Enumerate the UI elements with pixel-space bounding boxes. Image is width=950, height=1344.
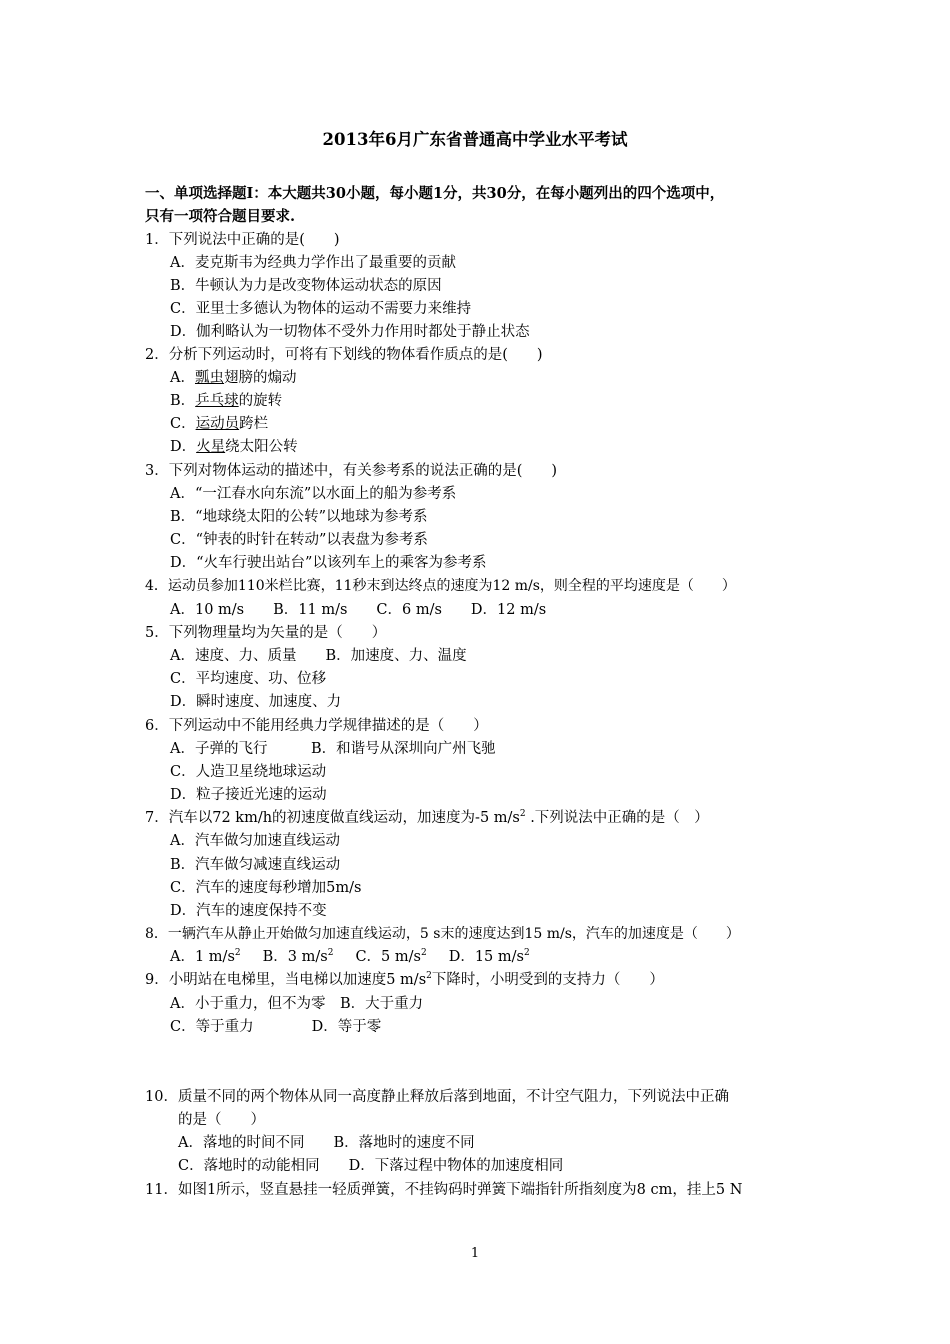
q9-options-cd: C．等于重力 D．等于零 — [170, 1019, 382, 1035]
q1-option-a: A．麦克斯韦为经典力学作出了最重要的贡献 — [170, 255, 456, 271]
q7-stem — [145, 808, 709, 828]
q2-option-a-underlined: 瓢虫 — [194, 370, 224, 386]
q7-option-a: A．汽车做匀加速直线运动 — [170, 833, 340, 849]
q5-option-c: C．平均速度、功、位移 — [170, 671, 327, 687]
q2-option-d-prefix: D． — [170, 439, 197, 455]
q7-stem-superscript: 2 — [519, 809, 526, 820]
q3-option-a: A．“一江春水向东流”以水面上的船为参考系 — [170, 486, 457, 502]
page-title: 2013年6月广东省普通高中学业水平考试 — [322, 130, 628, 149]
q8-option-b: B．3 m/s — [262, 949, 328, 965]
q9-stem-text: 9．小明站在电梯里，当电梯以加速度5 m/s — [145, 972, 427, 988]
q7-stem-tail: .下列说法中正确的是（ ） — [525, 810, 709, 826]
q7-option-d: D．汽车的速度保持不变 — [170, 903, 327, 919]
q3-option-b: B．“地球绕太阳的公转”以地球为参考系 — [170, 509, 428, 525]
q9-stem-superscript: 2 — [426, 971, 432, 982]
q4-stem: 4．运动员参加110米栏比赛，11秒末到达终点的速度为12 m/s，则全程的平均速度是（ ） — [145, 578, 736, 594]
q8-option-c-sup: 2 — [420, 948, 427, 959]
q2-option-b — [170, 391, 282, 411]
q8-stem: 8．一辆汽车从静止开始做匀加速直线运动，5 s末的速度达到15 m/s，汽车的加速度是（ ） — [145, 926, 740, 942]
q8-option-d: D．15 m/s — [448, 949, 524, 965]
q2-option-c-underlined: 运动员 — [195, 416, 240, 432]
q11-stem-line1: 11．如图1所示，竖直悬挂一轻质弹簧，不挂钩码时弹簧下端指针所指刻度为8 cm，挂上5 N — [145, 1182, 743, 1198]
q4-options: A．10 m/s B．11 m/s C．6 m/s D．12 m/s — [170, 602, 547, 618]
q3-option-d: D．“火车行驶出站台”以该列车上的乘客为参考系 — [170, 555, 487, 571]
q10-options-ab: A．落地的时间不同 B．落地时的速度不同 — [178, 1135, 475, 1151]
q2-option-b-prefix: B． — [170, 393, 196, 409]
q2-option-c-rest: 跨栏 — [239, 416, 269, 432]
q10-stem-line2: 的是（ ） — [178, 1112, 265, 1128]
q2-option-a — [170, 368, 296, 388]
q9-options-ab: A．小于重力，但不为零 B．大于重力 — [170, 996, 424, 1012]
q8-option-b-sup: 2 — [327, 948, 334, 959]
q8-options — [170, 947, 530, 967]
q2-option-b-rest: 的旋转 — [238, 393, 283, 409]
q7-option-b: B．汽车做匀减速直线运动 — [170, 857, 341, 873]
q5-options-ab: A．速度、力、质量 B．加速度、力、温度 — [170, 648, 467, 664]
q9-stem — [145, 970, 664, 990]
q2-stem: 2．分析下列运动时，可将有下划线的物体看作质点的是( ) — [145, 347, 543, 363]
q2-option-d-underlined: 火星 — [196, 439, 226, 455]
q1-option-b: B．牛顿认为力是改变物体运动状态的原因 — [170, 278, 442, 294]
q6-option-d: D．粒子接近光速的运动 — [170, 787, 327, 803]
q3-stem: 3．下列对物体运动的描述中，有关参考系的说法正确的是( ) — [145, 463, 558, 479]
q2-option-c — [170, 414, 268, 434]
q8-option-c: C．5 m/s — [355, 949, 421, 965]
q8-option-d-sup: 2 — [523, 948, 530, 959]
q5-stem: 5．下列物理量均为矢量的是（ ） — [145, 625, 387, 641]
page-number: 1 — [470, 1246, 480, 1261]
q1-stem: 1．下列说法中正确的是( ) — [145, 232, 340, 248]
q2-option-c-prefix: C． — [170, 416, 196, 432]
q2-option-a-prefix: A． — [170, 370, 195, 386]
section-heading-line2: 只有一项符合题目要求. — [145, 208, 296, 225]
q7-stem-text: 7．汽车以72 km/h的初速度做直线运动，加速度为-5 m/s — [145, 810, 520, 826]
q3-option-c: C．“钟表的时针在转动”以表盘为参考系 — [170, 532, 428, 548]
q6-option-c: C．人造卫星绕地球运动 — [170, 764, 327, 780]
q6-options-ab: A．子弹的飞行 B．和谐号从深圳向广州飞驰 — [170, 741, 496, 757]
q8-option-a: A．1 m/s — [170, 949, 235, 965]
q2-option-d — [170, 437, 298, 457]
q8-option-a-sup: 2 — [234, 948, 241, 959]
q6-stem: 6．下列运动中不能用经典力学规律描述的是（ ） — [145, 718, 488, 734]
q10-stem-line1: 10．质量不同的两个物体从同一高度静止释放后落到地面，不计空气阻力，下列说法中正确 — [145, 1089, 729, 1105]
q2-option-d-rest: 绕太阳公转 — [225, 439, 298, 455]
q2-option-b-underlined: 乒乓球 — [195, 393, 239, 409]
section-heading-line1: 一、单项选择题Ⅰ：本大题共30小题，每小题1分，共30分，在每小题列出的四个选项中， — [145, 185, 725, 202]
q1-option-d: D．伽利略认为一切物体不受外力作用时都处于静止状态 — [170, 324, 530, 340]
q1-option-c: C．亚里士多德认为物体的运动不需要力来维持 — [170, 301, 472, 317]
q9-stem-tail: 下降时，小明受到的支持力（ ） — [431, 972, 664, 988]
q5-option-d: D．瞬时速度、加速度、力 — [170, 694, 342, 710]
q2-option-a-rest: 翅膀的煽动 — [223, 370, 297, 386]
q7-option-c: C．汽车的速度每秒增加5m/s — [170, 880, 362, 896]
q10-options-cd: C．落地时的动能相同 D．下落过程中物体的加速度相同 — [178, 1158, 564, 1174]
